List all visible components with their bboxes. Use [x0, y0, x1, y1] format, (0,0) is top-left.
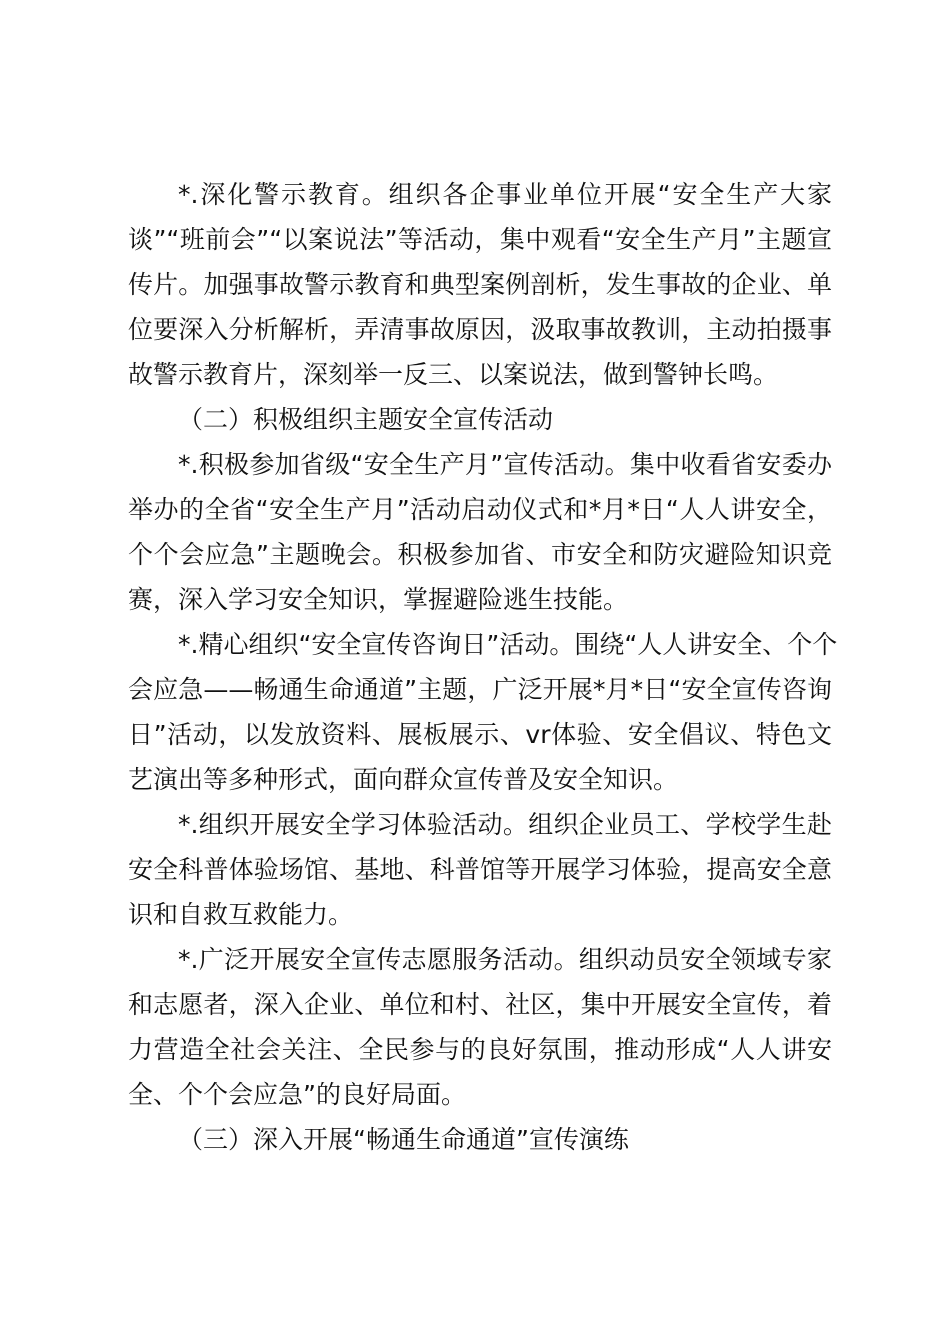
paragraph-line: 全、个个会应急”的良好局面。: [128, 1080, 466, 1109]
paragraph-line: 识和自救互救能力。: [128, 900, 354, 929]
paragraph-line: 和志愿者，深入企业、单位和村、社区，集中开展安全宣传，着: [128, 990, 832, 1019]
paragraph-line: 艺演出等多种形式，面向群众宣传普及安全知识。: [128, 765, 679, 794]
paragraph-line: 举办的全省“安全生产月”活动启动仪式和*月*日“人人讲安全，: [128, 495, 832, 524]
section-heading: （二）积极组织主题安全宣传活动: [178, 405, 554, 434]
paragraph-line: 赛，深入学习安全知识，掌握避险逃生技能。: [128, 585, 629, 614]
paragraph-line: *.深化警示教育。组织各企事业单位开展“安全生产大家: [178, 180, 832, 209]
document-body: [128, 172, 838, 1162]
paragraph-line: 会应急——畅通生命通道”主题，广泛开展*月*日“安全宣传咨询: [128, 675, 832, 704]
paragraph-line: 力营造全社会关注、全民参与的良好氛围，推动形成“人人讲安: [128, 1035, 832, 1064]
paragraph-line: *.组织开展安全学习体验活动。组织企业员工、学校学生赴: [178, 810, 832, 839]
paragraph-line: 故警示教育片，深刻举一反三、以案说法，做到警钟长鸣。: [128, 360, 779, 389]
paragraph-line: *.广泛开展安全宣传志愿服务活动。组织动员安全领域专家: [178, 945, 832, 974]
paragraph-line: 日”活动，以发放资料、展板展示、vr体验、安全倡议、特色文: [128, 720, 832, 749]
paragraph-line: 传片。加强事故警示教育和典型案例剖析，发生事故的企业、单: [128, 270, 832, 299]
paragraph-line: 位要深入分析解析，弄清事故原因，汲取事故教训，主动拍摄事: [128, 315, 832, 344]
section-heading: （三）深入开展“畅通生命通道”宣传演练: [178, 1125, 629, 1154]
paragraph-line: *.积极参加省级“安全生产月”宣传活动。集中收看省安委办: [178, 450, 832, 479]
paragraph-line: 安全科普体验场馆、基地、科普馆等开展学习体验，提高安全意: [128, 855, 832, 884]
paragraph-line: *.精心组织“安全宣传咨询日”活动。围绕“人人讲安全、个个: [178, 630, 838, 659]
paragraph-line: 个个会应急”主题晚会。积极参加省、市安全和防灾避险知识竞: [128, 540, 832, 569]
paragraph-line: 谈”“班前会”“以案说法”等活动，集中观看“安全生产月”主题宣: [128, 225, 832, 254]
